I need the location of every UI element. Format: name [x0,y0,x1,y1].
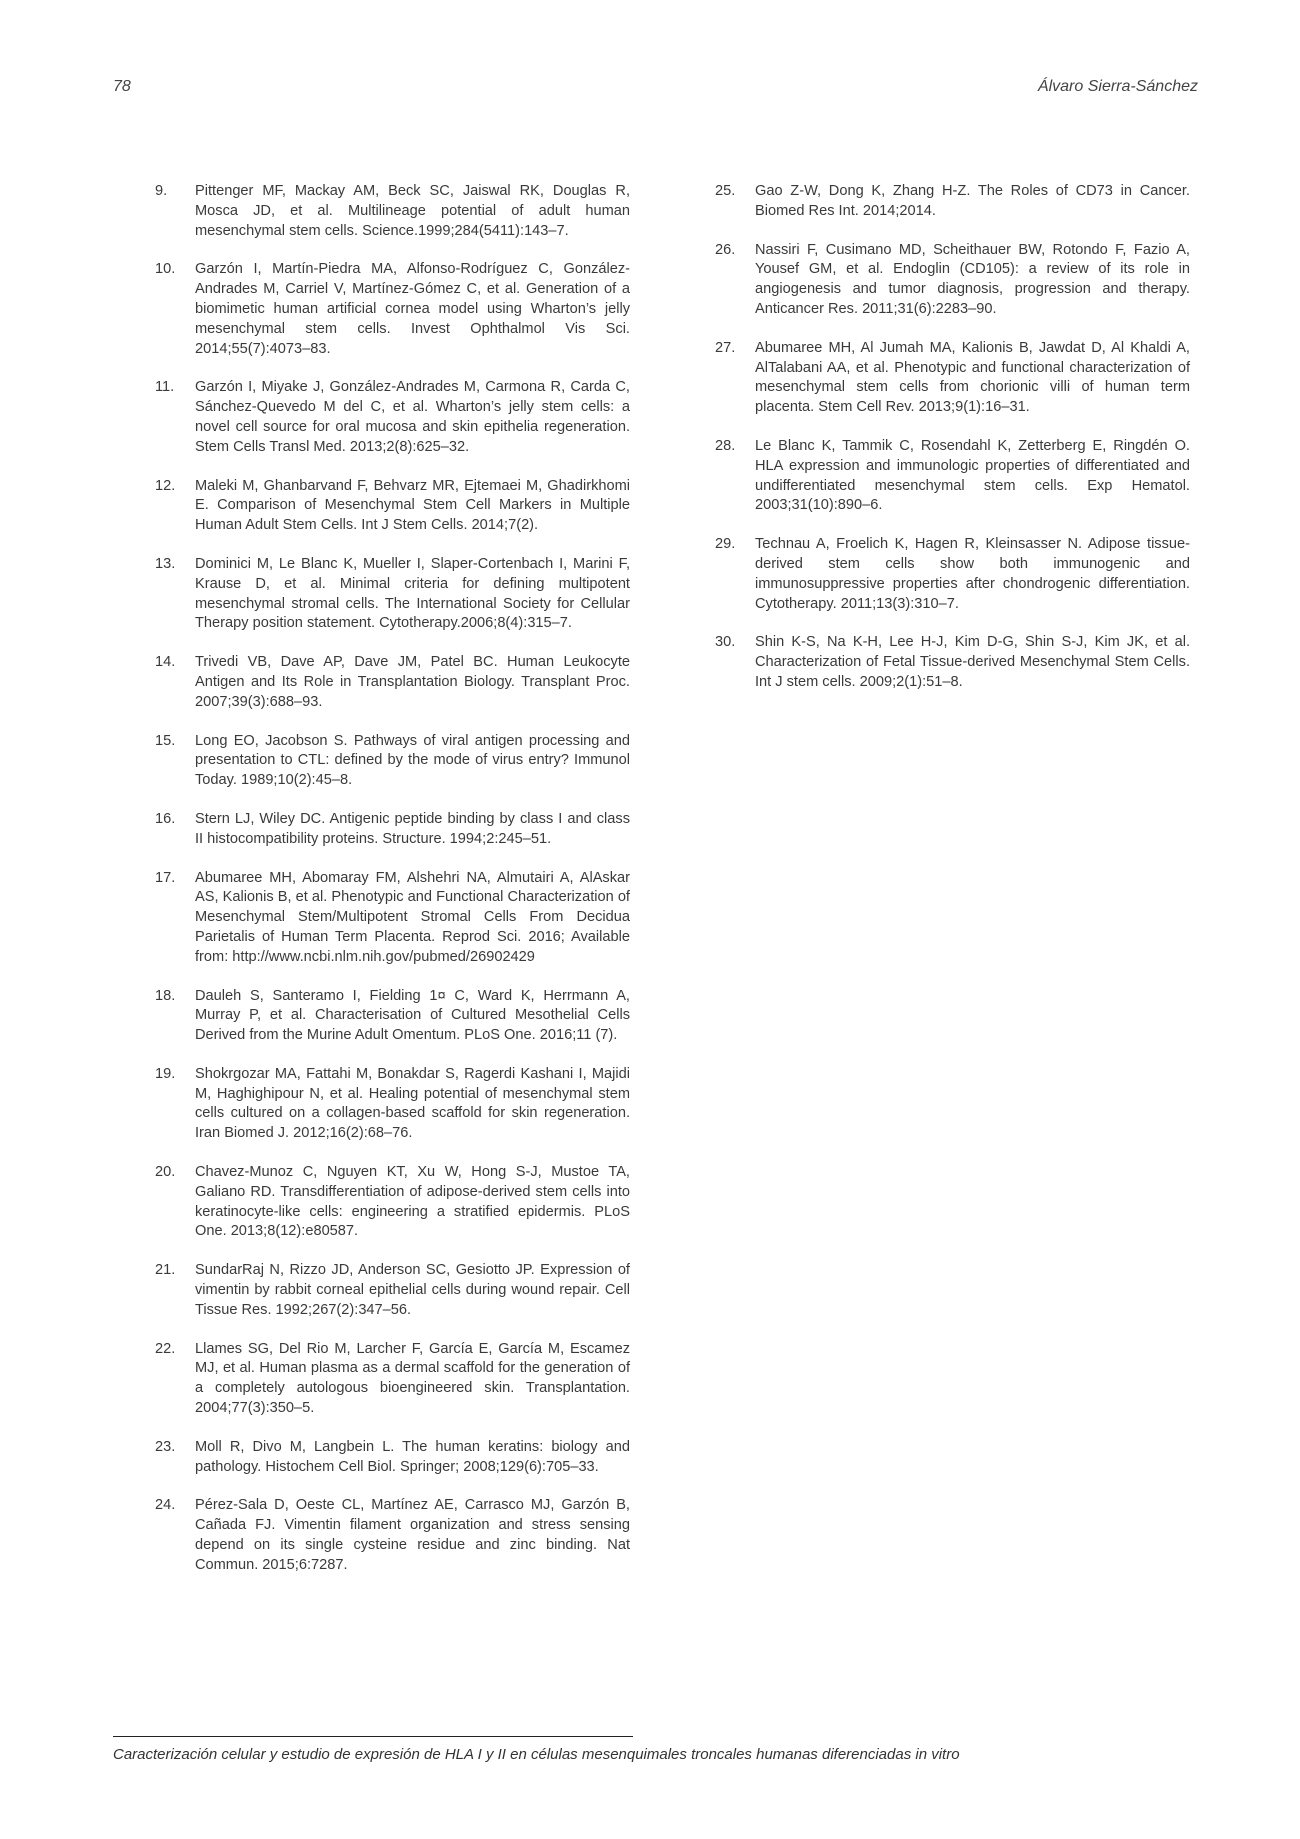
reference-number: 29. [715,536,736,553]
reference-text: Garzón I, Miyake J, González-Andrades M, Carmona R, Carda C, Sánchez-Quevedo M del C, et al. Wharton’s jelly stem cells: a novel cell source for oral mucosa and skin epithelia regeneration. Stem Cells Transl Med. 2013;2(8):625–32. [195,379,630,455]
reference-item [155,810,630,850]
reference-number: 19. [155,1065,176,1082]
reference-item [155,1438,630,1478]
reference-text: Pérez-Sala D, Oeste CL, Martínez AE, Carrasco MJ, Garzón B, Cañada FJ. Vimentin filament organization and stress sensing depend on its single cysteine residue and zinc binding. Nat Commun. 2015;6:7287. [195,1497,630,1573]
reference-item [715,241,1190,320]
reference-item [715,535,1190,614]
reference-item [155,869,630,968]
reference-number: 9. [155,183,168,199]
reference-item [155,182,630,241]
reference-item [155,1496,630,1575]
reference-text: Chavez-Munoz C, Nguyen KT, Xu W, Hong S-J, Mustoe TA, Galiano RD. Transdifferentiation of adipose-derived stem cells into keratinocyte-like cells: engineering a stratified epidermis. PLoS One. 2013;8(12):e80587. [195,1164,630,1240]
reference-item [155,477,630,536]
reference-item [155,732,630,791]
reference-item [155,1261,630,1320]
reference-text: Moll R, Divo M, Langbein L. The human keratins: biology and pathology. Histochem Cell Biol. Springer; 2008;129(6):705–33. [195,1438,630,1475]
footer-thesis-title: Caracterización celular y estudio de expresión de HLA I y II en células mesenquimales troncales humanas diferenciadas in vitro [113,1746,960,1763]
reference-number: 23. [155,1438,176,1455]
reference-text: Abumaree MH, Al Jumah MA, Kalionis B, Jawdat D, Al Khaldi A, AlTalabani AA, et al. Phenotypic and functional characterization of mesenchymal stem cells from chorionic villi of human term placenta. Stem Cell Rev. 2013;9(1):16–31. [755,339,1190,416]
reference-number: 12. [155,477,176,494]
reference-number: 14. [155,654,176,671]
reference-number: 24. [155,1497,176,1514]
reference-text: Trivedi VB, Dave AP, Dave JM, Patel BC. Human Leukocyte Antigen and Its Role in Transplantation Biology. Transplant Proc. 2007;39(3):688–93. [195,654,630,710]
reference-number: 20. [155,1164,176,1181]
reference-number: 21. [155,1262,176,1279]
reference-text: Le Blanc K, Tammik C, Rosendahl K, Zetterberg E, Ringdén O. HLA expression and immunologic properties of differentiated and undifferentiated mesenchymal stem cells. Exp Hematol. 2003;31(10):890–6. [755,437,1190,514]
reference-number: 18. [155,987,176,1004]
reference-text: Shokrgozar MA, Fattahi M, Bonakdar S, Ragerdi Kashani I, Majidi M, Haghighipour N, et al. Healing potential of mesenchymal stem cells cultured on a collagen-based scaffold for skin regeneration. Iran Biomed J. 2012;16(2):68–76. [195,1065,630,1142]
reference-text: Pittenger MF, Mackay AM, Beck SC, Jaiswal RK, Douglas R, Mosca JD, et al. Multilineage potential of adult human mesenchymal stem cells. Science.1999;284(5411):143–7. [195,183,630,239]
reference-text: Technau A, Froelich K, Hagen R, Kleinsasser N. Adipose tissue-derived stem cells show both immunogenic and immunosuppressive properties after chondrogenic differentiation. Cytotherapy. 2011;13(3):310–7. [755,536,1190,612]
reference-item [155,555,630,634]
reference-text: Abumaree MH, Abomaray FM, Alshehri NA, Almutairi A, AlAskar AS, Kalionis B, et al. Phenotypic and Functional Characterization of Mesenchymal Stem/Multipotent Stromal Cells From Decidua Parietalis of Human Term Placenta. Reprod Sci. 2016; Available from: http://www.ncbi.nlm.nih.gov/pubmed/26902429 [195,869,630,965]
references-right-column [715,182,1190,712]
reference-text: Dauleh S, Santeramo I, Fielding 1¤ C, Ward K, Herrmann A, Murray P, et al. Characterisation of Cultured Mesothelial Cells Derived from the Murine Adult Omentum. PLoS One. 2016;11 (7). [195,987,630,1044]
reference-item [715,339,1190,418]
reference-item [155,1340,630,1419]
footer-divider [113,1736,633,1737]
reference-text: Nassiri F, Cusimano MD, Scheithauer BW, Rotondo F, Fazio A, Yousef GM, et al. Endoglin (CD105): a review of its role in angiogenesis and tumor diagnosis, progression and therapy. Anticancer Res. 2011;31(6):2283–90. [755,241,1190,317]
reference-text: Garzón I, Martín-Piedra MA, Alfonso-Rodríguez C, González-Andrades M, Carriel V, Martínez-Gómez C, et al. Generation of a biomimetic human artificial cornea model using Wharton’s jelly mesenchymal stem cells. Invest Ophthalmol Vis Sci. 2014;55(7):4073–83. [195,261,630,357]
reference-item [155,260,630,359]
reference-number: 16. [155,810,176,827]
reference-text: Long EO, Jacobson S. Pathways of viral antigen processing and presentation to CTL: defined by the mode of virus entry? Immunol Today. 1989;10(2):45–8. [195,732,630,789]
reference-text: Dominici M, Le Blanc K, Mueller I, Slaper-Cortenbach I, Marini F, Krause D, et al. Minimal criteria for defining multipotent mesenchymal stromal cells. The International Society for Cellular Therapy position statement. Cytotherapy.2006;8(4):315–7. [195,555,630,632]
reference-item [155,1065,630,1144]
reference-number: 28. [715,437,736,454]
reference-item [155,987,630,1046]
reference-number: 17. [155,869,176,886]
reference-item [715,633,1190,692]
reference-item [715,437,1190,516]
reference-number: 15. [155,732,176,749]
page-number: 78 [113,78,131,95]
reference-number: 30. [715,634,736,651]
reference-number: 26. [715,241,736,258]
reference-number: 22. [155,1340,176,1357]
reference-text: Maleki M, Ghanbarvand F, Behvarz MR, Ejtemaei M, Ghadirkhomi E. Comparison of Mesenchymal Stem Cell Markers in Multiple Human Adult Stem Cells. Int J Stem Cells. 2014;7(2). [195,477,630,534]
reference-number: 25. [715,183,736,199]
reference-text: Llames SG, Del Rio M, Larcher F, García E, García M, Escamez MJ, et al. Human plasma as a dermal scaffold for the generation of a completely autologous bioengineered skin. Transplantation. 2004;77(3):350–5. [195,1340,630,1417]
reference-item [155,378,630,457]
reference-number: 10. [155,261,176,278]
reference-item [155,653,630,712]
reference-text: Stern LJ, Wiley DC. Antigenic peptide binding by class I and class II histocompatibility proteins. Structure. 1994;2:245–51. [195,810,630,847]
reference-number: 13. [155,555,176,572]
references-left-column [155,182,630,1595]
running-header-author: Álvaro Sierra-Sánchez [1037,78,1198,95]
reference-text: SundarRaj N, Rizzo JD, Anderson SC, Gesiotto JP. Expression of vimentin by rabbit corneal epithelial cells during wound repair. Cell Tissue Res. 1992;267(2):347–56. [195,1262,630,1318]
reference-text: Gao Z-W, Dong K, Zhang H-Z. The Roles of CD73 in Cancer. Biomed Res Int. 2014;2014. [755,183,1190,219]
reference-item [155,1163,630,1242]
reference-item [715,182,1190,222]
reference-text: Shin K-S, Na K-H, Lee H-J, Kim D-G, Shin S-J, Kim JK, et al. Characterization of Fetal Tissue-derived Mesenchymal Stem Cells. Int J stem cells. 2009;2(1):51–8. [755,634,1190,690]
reference-number: 11. [155,379,175,396]
reference-number: 27. [715,339,736,356]
